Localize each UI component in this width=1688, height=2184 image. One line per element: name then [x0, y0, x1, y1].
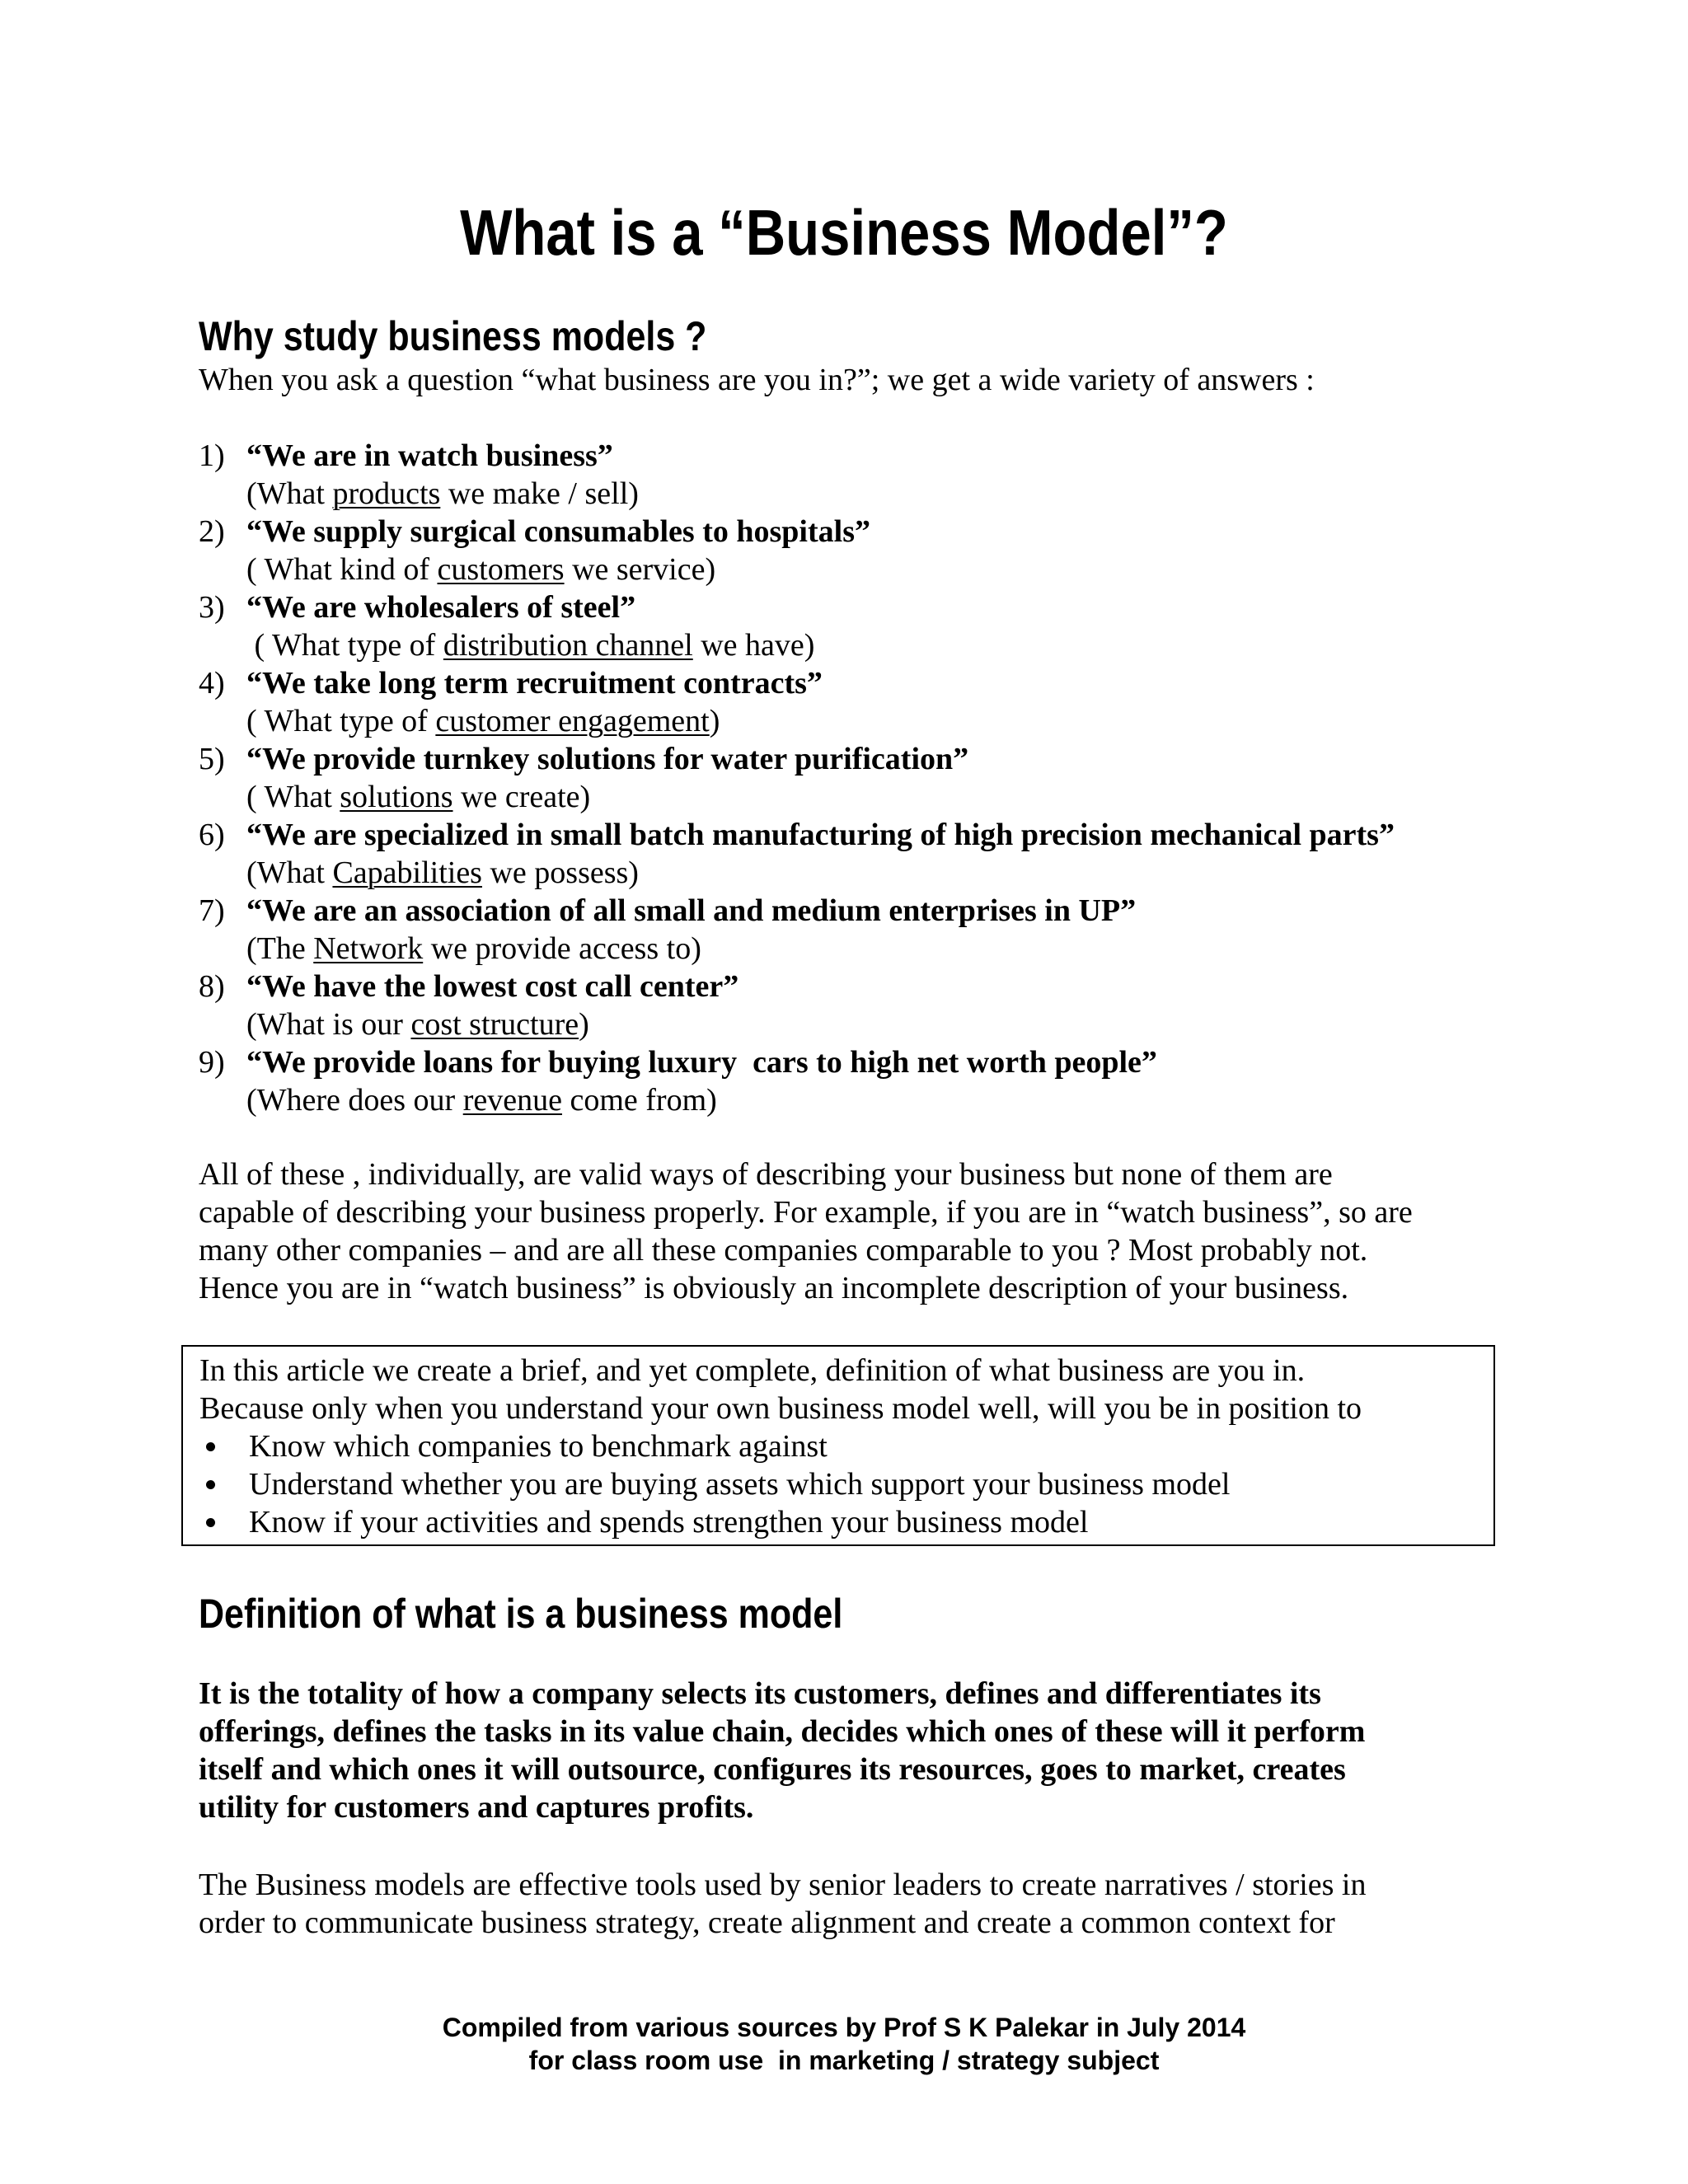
- answer-note: (Where does our revenue come from): [246, 1083, 717, 1118]
- paragraph-line: All of these , individually, are valid ways of describing your business but none of them are: [199, 1157, 1333, 1192]
- list-item: [199, 968, 1600, 1043]
- page-footer: [0, 2011, 1688, 2077]
- list-item: [199, 1043, 1600, 1119]
- box-line: Because only when you understand your own business model well, will you be in position to: [199, 1391, 1362, 1426]
- paragraph-line: order to communicate business strategy, create alignment and create a common context for: [199, 1905, 1335, 1940]
- bullet-item: Know if your activities and spends strengthen your business model: [199, 1503, 1493, 1541]
- list-item: [199, 513, 1600, 588]
- footer-line: for class room use in marketing / strategy subject: [528, 2046, 1160, 2075]
- bullet-list: [199, 1427, 1493, 1541]
- answer-note: ( What kind of customers we service): [246, 552, 716, 587]
- box-line: In this article we create a brief, and yet complete, definition of what business are you in.: [199, 1353, 1306, 1388]
- item-number: 9): [199, 1045, 225, 1080]
- underlined-term: cost structure: [410, 1007, 579, 1042]
- item-number: 2): [199, 514, 225, 549]
- item-number: 7): [199, 893, 225, 928]
- list-item: [199, 816, 1600, 892]
- answer-note: (What products we make / sell): [246, 476, 639, 511]
- answer-text: “We provide turnkey solutions for water purification”: [246, 742, 969, 776]
- item-number: 1): [199, 438, 225, 473]
- list-item: [199, 664, 1600, 740]
- answer-text: “We are an association of all small and medium enterprises in UP”: [246, 893, 1137, 928]
- list-item: [199, 892, 1600, 968]
- item-number: 8): [199, 969, 225, 1004]
- underlined-term: customer engagement: [435, 704, 710, 738]
- answers-list: [199, 437, 1600, 1119]
- bullet-item: Know which companies to benchmark against: [199, 1427, 1493, 1465]
- underlined-term: customers: [437, 552, 565, 587]
- list-item: [199, 437, 1600, 513]
- paragraph-line: capable of describing your business properly. For example, if you are in “watch business”, so are: [199, 1195, 1413, 1230]
- item-number: 4): [199, 666, 225, 701]
- answer-note: (What is our cost structure): [246, 1007, 589, 1042]
- answer-text: “We have the lowest cost call center”: [246, 969, 739, 1004]
- underlined-term: distribution channel: [443, 628, 693, 663]
- definition-line: offerings, defines the tasks in its value chain, decides which ones of these will it perform: [199, 1714, 1366, 1749]
- section-heading-why-study: Why study business models ?: [199, 313, 707, 359]
- underlined-term: Capabilities: [332, 855, 482, 890]
- answer-note: ( What solutions we create): [246, 780, 591, 814]
- list-item: [199, 740, 1600, 816]
- bullet-item: Understand whether you are buying assets which support your business model: [199, 1465, 1493, 1503]
- paragraph-business-models-tools: [199, 1866, 1550, 1942]
- answer-note: (What Capabilities we possess): [246, 855, 639, 890]
- paragraph-incomplete-description: [199, 1155, 1550, 1307]
- answer-text: “We are in watch business”: [246, 438, 613, 473]
- answer-text: “We are wholesalers of steel”: [246, 590, 636, 625]
- underlined-term: Network: [313, 931, 424, 966]
- intro-text: When you ask a question “what business are you in?”; we get a wide variety of answers :: [199, 363, 1315, 397]
- footer-line: Compiled from various sources by Prof S K Palekar in July 2014: [442, 2013, 1246, 2042]
- item-number: 3): [199, 590, 225, 625]
- paragraph-line: many other companies – and are all these companies comparable to you ? Most probably not.: [199, 1233, 1368, 1268]
- item-number: 5): [199, 742, 225, 776]
- article-purpose-box: [181, 1345, 1495, 1546]
- list-item: [199, 588, 1600, 664]
- answer-text: “We provide loans for buying luxury cars to high net worth people”: [246, 1045, 1157, 1080]
- paragraph-line: Hence you are in “watch business” is obviously an incomplete description of your business.: [199, 1271, 1349, 1305]
- answer-text: “We take long term recruitment contracts”: [246, 666, 823, 701]
- underlined-term: revenue: [462, 1083, 562, 1118]
- section-heading-definition: Definition of what is a business model: [199, 1591, 843, 1637]
- answer-note: ( What type of customer engagement): [246, 704, 720, 738]
- answer-note: ( What type of distribution channel we have): [246, 628, 815, 663]
- answer-text: “We supply surgical consumables to hospitals”: [246, 514, 870, 549]
- definition-line: itself and which ones it will outsource, configures its resources, goes to market, creates: [199, 1752, 1346, 1787]
- answer-note: (The Network we provide access to): [246, 931, 701, 966]
- definition-text: [199, 1675, 1550, 1826]
- item-number: 6): [199, 818, 225, 852]
- definition-line: It is the totality of how a company selects its customers, defines and differentiates its: [199, 1676, 1321, 1711]
- paragraph-line: The Business models are effective tools used by senior leaders to create narratives / stories in: [199, 1868, 1367, 1902]
- underlined-term: products: [332, 476, 441, 511]
- answer-text: “We are specialized in small batch manufacturing of high precision mechanical parts”: [246, 818, 1395, 852]
- page-title: What is a “Business Model”?: [460, 196, 1228, 269]
- underlined-term: solutions: [340, 780, 453, 814]
- definition-line: utility for customers and captures profits.: [199, 1790, 754, 1825]
